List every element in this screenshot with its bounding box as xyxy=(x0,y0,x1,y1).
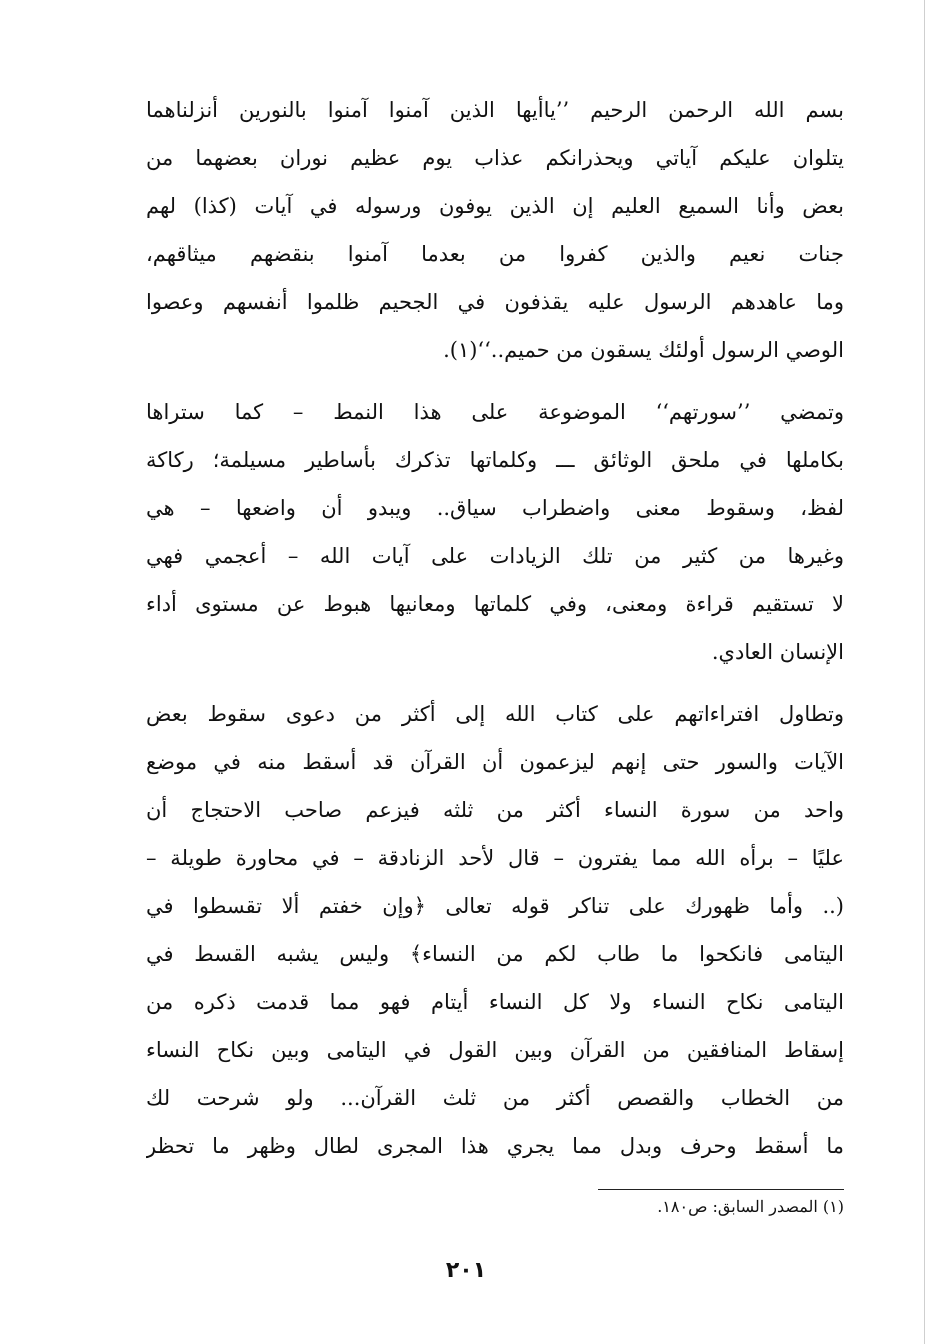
paragraph-gap xyxy=(146,676,844,690)
paragraph-3-line-8: إسقاط المنافقين من القرآن وبين القول في اليتامى وبين نكاح النساء xyxy=(146,1038,844,1062)
paragraph-2-line-2: بكاملها في ملحق الوثائق ـــ وكلماتها تذكرك بأساطير مسيلمة؛ ركاكة xyxy=(146,448,844,472)
paragraph-3-line-1: وتطاول افتراءاتهم على كتاب الله إلى أكثر من دعوى سقوط بعض xyxy=(146,702,844,726)
paragraph-2-line-3: لفظ، وسقوط معنى واضطراب سياق.. ويبدو أن واضعها – هي xyxy=(146,496,844,520)
paragraph-3-line-4: عليًا – برأه الله مما يفترون – قال لأحد الزنادقة – في محاورة طويلة – xyxy=(146,846,844,870)
paragraph-1-line-1: بسم الله الرحمن الرحيم ’’ياأيها الذين آمنوا آمنوا بالنورين أنزلناهما xyxy=(146,98,844,122)
paragraph-1-line-4: جنات نعيم والذين كفروا من بعدما آمنوا بنقضهم ميثاقهم، xyxy=(146,242,844,266)
page-number: ٢٠١ xyxy=(445,1258,487,1283)
footnote: (١) المصدر السابق: ص١٨٠. xyxy=(657,1197,844,1216)
paragraph-3-line-10: ما أسقط وحرف وبدل مما يجري هذا المجرى لطال وظهر ما تحظر xyxy=(146,1134,844,1158)
paragraph-gap xyxy=(146,374,844,388)
paragraph-3-line-6: اليتامى فانكحوا ما طاب لكم من النساء﴾ وليس يشبه القسط في xyxy=(146,942,844,966)
paragraph-3-line-9: من الخطاب والقصص أكثر من ثلث القرآن... ولو شرحت لك xyxy=(146,1086,844,1110)
paragraph-1-line-6: الوصي الرسول أولئك يسقون من حميم..‘‘(١). xyxy=(443,338,844,362)
paragraph-1-line-5: وما عاهدهم الرسول عليه يقذفون في الجحيم ظلموا أنفسهم وعصوا xyxy=(146,290,844,314)
footnote-divider xyxy=(598,1189,844,1190)
paragraph-3-line-2: الآيات والسور حتى إنهم ليزعمون أن القرآن قد أسقط منه في موضع xyxy=(146,750,844,774)
paragraph-2-line-6: الإنسان العادي. xyxy=(711,640,844,664)
paragraph-1-line-2: يتلوان عليكم آياتي ويحذرانكم عذاب يوم عظيم نوران بعضهما من xyxy=(146,146,844,170)
paragraph-2-line-5: لا تستقيم قراءة ومعنى، وفي كلماتها ومعانيها هبوط عن مستوى أداء xyxy=(146,592,844,616)
body-text xyxy=(146,86,844,1170)
paragraph-1-line-3: بعض وأنا السميع العليم إن الذين يوفون ورسوله في آيات (كذا) لهم xyxy=(146,194,844,218)
paragraph-2-line-4: وغيرها من كثير من تلك الزيادات على آيات الله – أعجمي فهي xyxy=(146,544,844,568)
paragraph-3-line-3: واحد من سورة النساء أكثر من ثلثه فيزعم صاحب الاحتجاج أن xyxy=(146,798,844,822)
paragraph-3-line-7: اليتامى نكاح النساء ولا كل النساء أيتام فهو مما قدمت ذكره من xyxy=(146,990,844,1014)
paragraph-3-line-5: (.. وأما ظهورك على تناكر قوله تعالى ﴿وإن خفتم ألا تقسطوا في xyxy=(146,894,844,918)
paragraph-2-line-1: وتمضي ’’سورتهم‘‘ الموضوعة على هذا النمط – كما ستراها xyxy=(146,400,844,424)
page-edge-mark xyxy=(924,0,925,1344)
